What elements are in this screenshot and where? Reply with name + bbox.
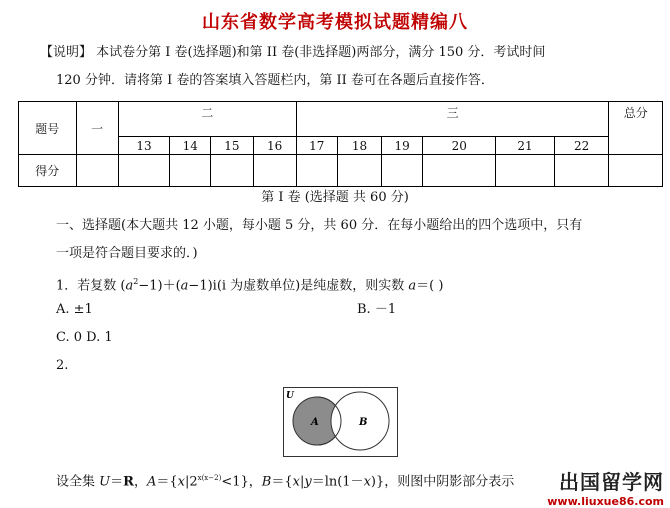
instructions-line-2: 一项是符合题目要求的．) bbox=[56, 246, 198, 261]
score-table-header-row bbox=[19, 102, 663, 137]
q2-var: U bbox=[99, 474, 111, 490]
score-cell bbox=[253, 155, 296, 187]
intro-line-1: 【说明】 本试卷分第 I 卷(选择题)和第 II 卷(非选择题)两部分，满分 150 分．考试时间 bbox=[40, 45, 546, 60]
question-1-stem bbox=[56, 274, 443, 294]
question-number-cell: 22 bbox=[554, 137, 609, 155]
section-title: 第 I 卷 (选择题 共 60 分) bbox=[261, 190, 409, 205]
score-row bbox=[19, 155, 663, 187]
score-cell bbox=[423, 155, 496, 187]
score-table bbox=[18, 101, 663, 187]
section-two-header: 二 bbox=[118, 102, 296, 137]
question-number-cell: 16 bbox=[253, 137, 296, 155]
q1-mid-2: −1)i(i 为虚数单位)是纯虚数，则实数 bbox=[188, 278, 409, 294]
q1-var-a: a bbox=[408, 278, 417, 294]
score-cell bbox=[211, 155, 253, 187]
question-number-cell: 18 bbox=[337, 137, 381, 155]
venn-label-b: B bbox=[359, 417, 368, 428]
watermark-url: www.liuxue86.com bbox=[547, 495, 664, 508]
question-number-cell: 13 bbox=[118, 137, 169, 155]
q2-text: )}，则图中阴影部分表示 bbox=[370, 474, 515, 490]
question-number-cell: 15 bbox=[211, 137, 253, 155]
score-cell bbox=[554, 155, 609, 187]
venn-label-u: U bbox=[286, 391, 294, 401]
score-cell bbox=[496, 155, 555, 187]
q2-text: ＝ln(1－ bbox=[311, 474, 364, 490]
q2-text: ， bbox=[133, 474, 147, 490]
q2-var: R bbox=[123, 474, 134, 490]
document-title: 山东省数学高考模拟试题精编八 bbox=[202, 12, 468, 33]
q2-var: x bbox=[292, 474, 300, 490]
q2-text: |2 bbox=[184, 474, 198, 490]
q2-var: y bbox=[304, 474, 312, 490]
section-one-header: 一 bbox=[76, 102, 118, 155]
question-number-cell: 21 bbox=[496, 137, 555, 155]
score-cell bbox=[170, 155, 211, 187]
score-label: 得分 bbox=[19, 155, 77, 187]
q2-var: B bbox=[261, 474, 272, 490]
q2-text: <1}， bbox=[221, 474, 262, 490]
score-cell bbox=[296, 155, 337, 187]
q2-text: ＝{ bbox=[156, 474, 178, 490]
q2-var: x bbox=[177, 474, 185, 490]
section-three-header: 三 bbox=[296, 102, 609, 137]
question-number-cell: 19 bbox=[382, 137, 423, 155]
q1-option-a: A. ±1 bbox=[56, 302, 93, 317]
question-number-cell: 14 bbox=[170, 137, 211, 155]
q1-option-cd: C. 0 D. 1 bbox=[56, 330, 113, 345]
total-header: 总分 bbox=[609, 102, 663, 155]
q2-exponent: x(x−2) bbox=[197, 474, 222, 482]
question-number-cell: 20 bbox=[423, 137, 496, 155]
score-cell bbox=[337, 155, 381, 187]
q2-text: | bbox=[299, 474, 305, 490]
question-number-label: 题号 bbox=[19, 102, 77, 155]
q1-option-b: B. －1 bbox=[357, 302, 397, 317]
venn-diagram bbox=[283, 387, 398, 457]
q1-var-a: a bbox=[125, 278, 134, 294]
q2-var: x bbox=[363, 474, 371, 490]
q2-text: ＝{ bbox=[271, 474, 293, 490]
q2-text: 设全集 bbox=[56, 474, 100, 490]
q1-suffix: ＝( ) bbox=[416, 278, 444, 294]
q1-var-a: a bbox=[180, 278, 189, 294]
intro-line-2: 120 分钟．请将第 I 卷的答案填入答题栏内，第 II 卷可在各题后直接作答． bbox=[56, 73, 494, 88]
score-cell bbox=[118, 155, 169, 187]
question-number-cell: 17 bbox=[296, 137, 337, 155]
question-2-number: 2. bbox=[56, 358, 69, 373]
score-cell bbox=[382, 155, 423, 187]
q1-exponent: 2 bbox=[133, 277, 139, 286]
q1-mid-1: −1)＋( bbox=[138, 278, 181, 294]
score-cell bbox=[76, 155, 118, 187]
q1-prefix: 1．若复数 ( bbox=[56, 278, 126, 294]
venn-label-a: A bbox=[311, 417, 319, 428]
watermark-main: 出国留学网 bbox=[559, 470, 664, 494]
watermark bbox=[547, 466, 664, 508]
q2-var: A bbox=[146, 474, 157, 490]
score-cell bbox=[609, 155, 663, 187]
instructions-line-1: 一、选择题(本大题共 12 小题，每小题 5 分，共 60 分．在每小题给出的四个选项中，只有 bbox=[56, 218, 583, 233]
question-2-stem bbox=[56, 470, 514, 490]
q2-text: ＝ bbox=[110, 474, 124, 490]
